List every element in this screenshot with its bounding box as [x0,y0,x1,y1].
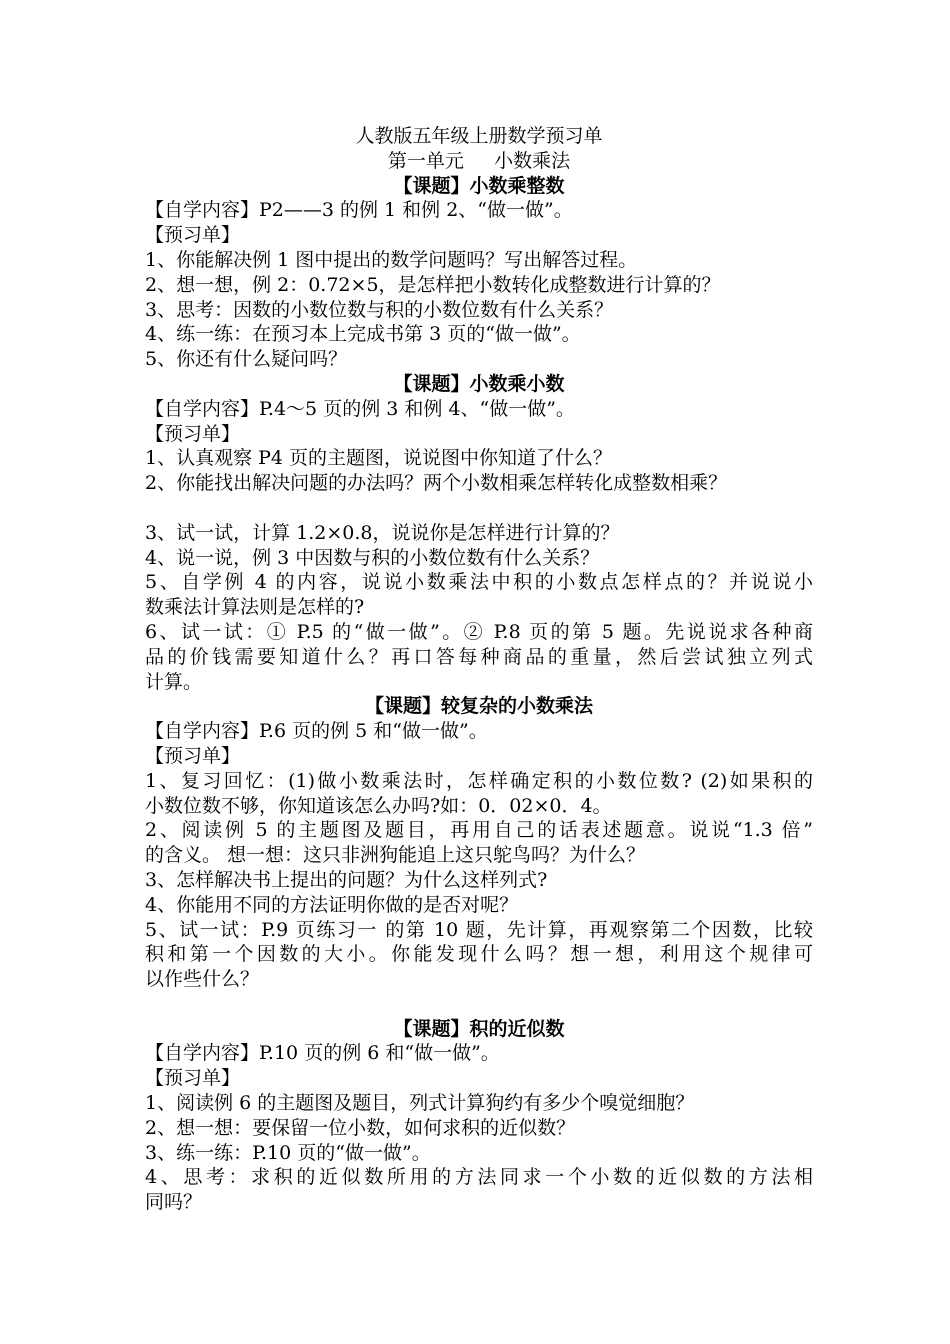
question-line: 2、想一想：要保留一位小数，如何求积的近似数？ [145,1116,576,1139]
question-line: 1、复习回忆：(1)做小数乘法时，怎样确定积的小数位数? (2)如果积的 [145,769,813,792]
question-line: 3、试一试，计算 1.2×0.8，说说你是怎样进行计算的？ [145,521,620,544]
section-content: 【自学内容】P.4～5 页的例 3 和例 4、“做一做”。 [145,397,575,420]
question-line: 计算。 [145,670,203,693]
section-sheet-label: 【预习单】 [145,1067,241,1090]
question-line: 1、你能解决例 1 图中提出的数学问题吗？写出解答过程。 [145,248,638,271]
question-line: 5、自学例 4 的内容，说说小数乘法中积的小数点怎样点的？并说说小 [145,571,813,594]
section-content: 【自学内容】P.10 页的例 6 和“做一做”。 [145,1042,500,1065]
question-line: 2、想一想，例 2：0.72×5，是怎样把小数转化成整数进行计算的？ [145,273,721,296]
question-line: 3、练一练：P.10 页的“做一做”。 [145,1141,431,1164]
question-line: 4、练一练：在预习本上完成书第 3 页的“做一做”。 [145,323,581,346]
blank-line [145,496,813,521]
section-heading: 【课题】小数乘整数 [393,174,565,197]
question-line: 4、说一说，例 3 中因数与积的小数位数有什么关系？ [145,546,600,569]
question-line: 6、试一试：① P.5 的“做一做”。② P.8 页的第 5 题。先说说求各种商 [145,620,813,643]
question-line: 以作些什么？ [145,968,260,991]
section-heading: 【课题】较复杂的小数乘法 [364,695,593,718]
question-line: 小数位数不够，你知道该怎么办吗?如：0．02×0．4。 [145,794,612,817]
question-line: 1、认真观察 P4 页的主题图，说说图中你知道了什么？ [145,447,613,470]
document-body [145,124,813,1215]
question-line: 5、试一试：P.9 页练习一 的第 10 题，先计算，再观察第二个因数，比较 [145,918,813,941]
section-content: 【自学内容】P2——3 的例 1 和例 2、“做一做”。 [145,199,573,222]
section-sheet-label: 【预习单】 [145,422,241,445]
section-heading: 【课题】小数乘小数 [393,372,565,395]
unit-title: 第一单元 小数乘法 [387,149,571,172]
blank-line [145,992,813,1017]
question-line: 3、怎样解决书上提出的问题？为什么这样列式? [145,868,548,891]
doc-title: 人教版五年级上册数学预习单 [355,125,603,147]
question-line: 积和第一个因数的大小。你能发现什么吗？想一想，利用这个规律可 [145,943,813,966]
question-line: 2、你能找出解决问题的办法吗？两个小数相乘怎样转化成整数相乘？ [145,472,728,495]
section-sheet-label: 【预习单】 [145,744,241,767]
question-line: 2、阅读例 5 的主题图及题目，再用自己的话表述题意。说说“1.3 倍” [145,819,813,842]
question-line: 4、你能用不同的方法证明你做的是否对呢？ [145,893,519,916]
question-line: 1、阅读例 6 的主题图及题目，列式计算狗约有多少个嗅觉细胞？ [145,1092,695,1115]
section-heading: 【课题】积的近似数 [393,1017,565,1040]
section-sheet-label: 【预习单】 [145,224,241,247]
question-line: 数乘法计算法则是怎样的? [145,596,365,619]
question-line: 的含义。 想一想：这只非洲狗能追上这只鸵鸟吗？为什么？ [145,844,646,867]
question-line: 5、你还有什么疑问吗？ [145,348,348,371]
question-line: 3、思考：因数的小数位数与积的小数位数有什么关系？ [145,298,614,321]
question-line: 4、思考：求积的近似数所用的方法同求一个小数的近似数的方法相 [145,1166,813,1189]
question-line: 品的价钱需要知道什么？再口答每种商品的重量，然后尝试独立列式 [145,645,813,668]
section-content: 【自学内容】P.6 页的例 5 和“做一做”。 [145,720,488,743]
question-line: 同吗？ [145,1191,203,1214]
